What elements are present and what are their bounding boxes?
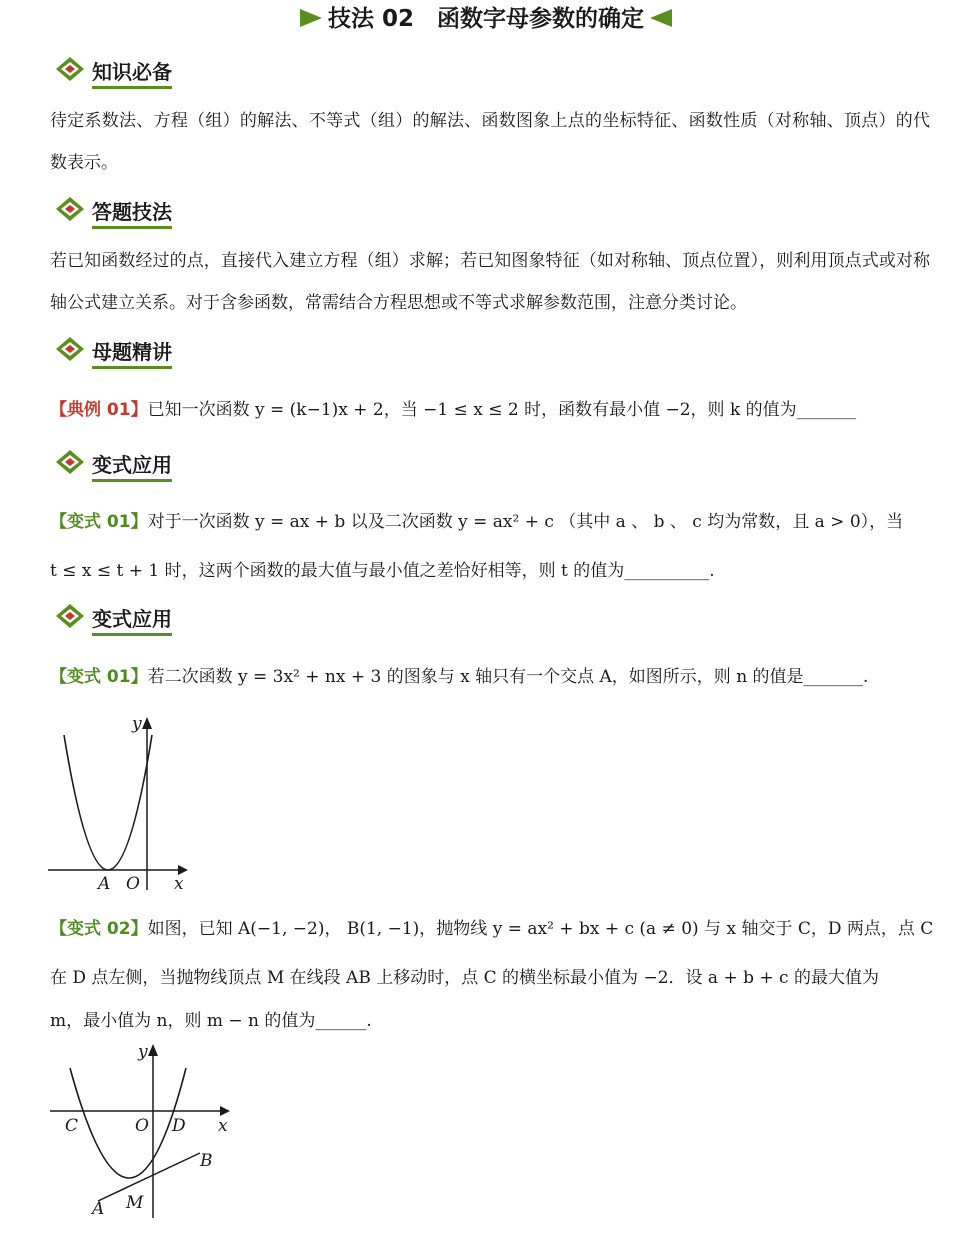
- label-d: D: [172, 1116, 186, 1136]
- y-axis-arrow-icon: [148, 1044, 158, 1056]
- diamond-icon: [50, 335, 90, 367]
- section-title: 知识必备: [92, 59, 172, 89]
- variant-c-line-1: [50, 914, 933, 944]
- segment-ab: [98, 1153, 200, 1201]
- diamond-icon: [50, 448, 90, 480]
- title-text: 技法 02 函数字母参数的确定: [327, 6, 644, 32]
- label-y: y: [138, 1042, 148, 1062]
- label-c: C: [65, 1116, 79, 1136]
- section-title: 变式应用: [92, 452, 172, 482]
- variant-tag: 【变式 01】: [50, 512, 148, 532]
- example-text: 已知一次函数 y = (k−1)x + 2，当 −1 ≤ x ≤ 2 时，函数有最小值 −2，则 k 的值为_______: [147, 400, 857, 420]
- variant-c-text-1: 如图，已知 A(−1, −2)， B(1, −1)，抛物线 y = ax² + bx + c (a ≠ 0) 与 x 轴交于 C，D 两点，点 C: [147, 919, 934, 939]
- y-axis-arrow-icon: [142, 717, 152, 729]
- label-x: x: [174, 874, 184, 894]
- label-x: x: [218, 1116, 228, 1136]
- parabola-figure-2: [40, 1038, 250, 1228]
- technique-paragraph: 若已知函数经过的点，直接代入建立方程（组）求解；若已知图象特征（如对称轴、顶点位置），则利用顶点式或对称轴公式建立关系。对于含参函数，常需结合方程思想或不等式求解参数范围，注意分类讨论。: [50, 251, 930, 313]
- label-o: O: [126, 874, 140, 894]
- diamond-icon: [50, 55, 90, 87]
- page-title: [0, 3, 972, 35]
- knowledge-paragraph: 待定系数法、方程（组）的解法、不等式（组）的解法、函数图象上点的坐标特征、函数性质（对称轴、顶点）的代数表示。: [50, 111, 930, 173]
- section-title: 变式应用: [92, 606, 172, 636]
- parabola-curve: [70, 1068, 186, 1178]
- variant-c-line-3: m，最小值为 n，则 m − n 的值为______.: [50, 1011, 372, 1031]
- section-title: 母题精讲: [92, 339, 172, 369]
- example-01: [50, 395, 856, 425]
- label-b: B: [200, 1151, 213, 1171]
- variant-b-text: 若二次函数 y = 3x² + nx + 3 的图象与 x 轴只有一个交点 A，如图所示，则 n 的值是_______.: [147, 667, 869, 687]
- label-o: O: [135, 1116, 149, 1136]
- variant-b-line: [50, 662, 868, 692]
- section-title: 答题技法: [92, 199, 172, 229]
- diamond-icon: [50, 602, 90, 634]
- label-a: A: [98, 874, 111, 894]
- example-tag: 【典例 01】: [50, 400, 148, 420]
- variant-a-text-1: 对于一次函数 y = ax + b 以及二次函数 y = ax² + c （其中 a 、 b 、 c 均为常数，且 a > 0），当: [147, 512, 904, 532]
- variant-a-line-1: [50, 507, 903, 537]
- x-axis-arrow-icon: [220, 1106, 230, 1116]
- label-y: y: [132, 714, 142, 734]
- diamond-icon: [50, 195, 90, 227]
- label-m: M: [126, 1193, 144, 1213]
- variant-tag: 【变式 02】: [50, 919, 148, 939]
- arrow-right-icon: [300, 9, 322, 27]
- arrow-left-icon: [650, 9, 672, 27]
- variant-c-line-2: 在 D 点左侧，当抛物线顶点 M 在线段 AB 上移动时，点 C 的横坐标最小值为 −2．设 a + b + c 的最大值为: [50, 968, 879, 988]
- variant-a-line-2: t ≤ x ≤ t + 1 时，这两个函数的最大值与最小值之差恰好相等，则 t 的值为__________.: [50, 561, 715, 581]
- parabola-curve: [64, 735, 152, 870]
- variant-tag: 【变式 01】: [50, 667, 148, 687]
- label-a: A: [92, 1199, 105, 1219]
- parabola-figure-1: [40, 705, 200, 900]
